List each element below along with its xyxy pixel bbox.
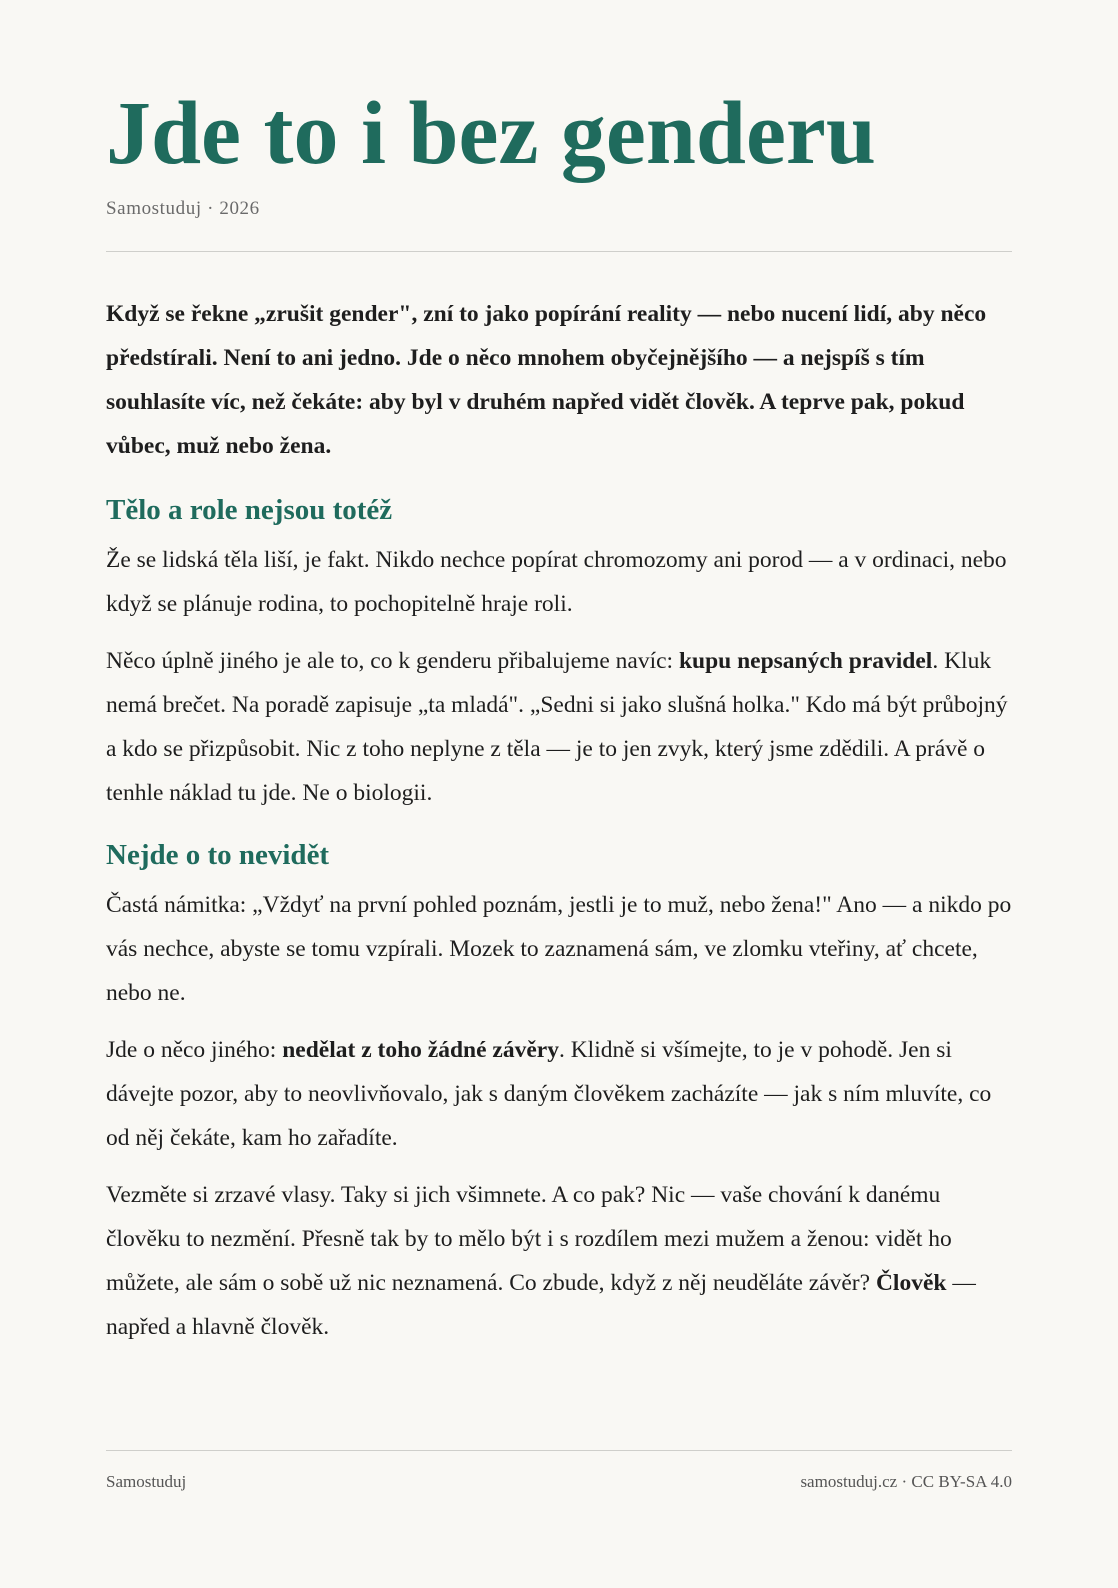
footer-divider — [106, 1450, 1012, 1451]
section2-paragraph-2 — [106, 1028, 1012, 1160]
section-heading-body-and-roles: Tělo a role nejsou totéž — [106, 494, 393, 526]
text-span: Něco úplně jiného je ale to, co k genderu přibalujeme navíc: — [106, 648, 679, 674]
emphasis-text: kupu nepsaných pravidel — [678, 648, 933, 674]
footer-brand: Samostuduj — [106, 1472, 187, 1491]
text-span: Vezměte si zrzavé vlasy. Taky si jich všimnete. A co pak? Nic — vaše chování k danému člověku to nezmění. Přesně tak by to mělo být i s rozdílem mezi mužem a ženou: vidět ho můžete, ale sám o sobě už nic neznamená. Co zbude, když z něj neuděláte závěr? — [106, 1182, 952, 1296]
byline: Samostuduj · 2026 — [106, 198, 260, 219]
intro-paragraph: Když se řekne „zrušit gender", zní to jako popírání reality — nebo nucení lidí, aby něco předstírali. Není to ani jedno. Jde o něco mnohem obyčejnějšího — a nejspíš s tím souhlasíte víc, než čekáte: aby byl v druhém napřed vidět člověk. A teprve pak, pokud vůbec, muž nebo žena. — [106, 301, 987, 459]
header-divider — [106, 251, 1012, 252]
section-heading-not-about-not-seeing: Nejde o to nevidět — [106, 839, 330, 871]
page-title: Jde to i bez genderu — [106, 84, 876, 183]
footer-license: samostuduj.cz · CC BY-SA 4.0 — [800, 1472, 1012, 1491]
text-span: . Klidně si všímejte, to je v pohodě. Jen si dávejte pozor, aby to neovlivňovalo, jak s daným člověkem zacházíte — jak s ním mluvíte, co od něj čekáte, kam ho zařadíte. — [106, 1037, 992, 1151]
text-span: . Kluk nemá brečet. Na poradě zapisuje „ta mladá". „Sedni si jako slušná holka." Kdo má být průbojný a kdo se přizpůsobit. Nic z toho neplyne z těla — je to jen zvyk, který jsme zdědili. A právě o tenhle náklad tu jde. Ne o biologii. — [106, 648, 1008, 806]
section1-paragraph-2 — [106, 639, 1012, 815]
section1-paragraph-1: Že se lidská těla liší, je fakt. Nikdo nechce popírat chromozomy ani porod — a v ordinaci, nebo když se plánuje rodina, to pochopitelně hraje roli. — [106, 547, 1007, 617]
article-body — [106, 292, 1012, 1362]
section2-paragraph-1: Častá námitka: „Vždyť na první pohled poznám, jestli je to muž, nebo žena!" Ano — a nikdo po vás nechce, abyste se tomu vzpírali. Mozek to zaznamená sám, ve zlomku vteřiny, ať chcete, nebo ne. — [106, 892, 1012, 1006]
text-span: — napřed a hlavně člověk. — [106, 1270, 976, 1340]
section2-paragraph-3 — [106, 1173, 1012, 1349]
emphasis-text: Člověk — [875, 1270, 947, 1296]
text-span: Jde o něco jiného: — [106, 1037, 283, 1063]
emphasis-text: nedělat z toho žádné závěry — [282, 1037, 559, 1063]
